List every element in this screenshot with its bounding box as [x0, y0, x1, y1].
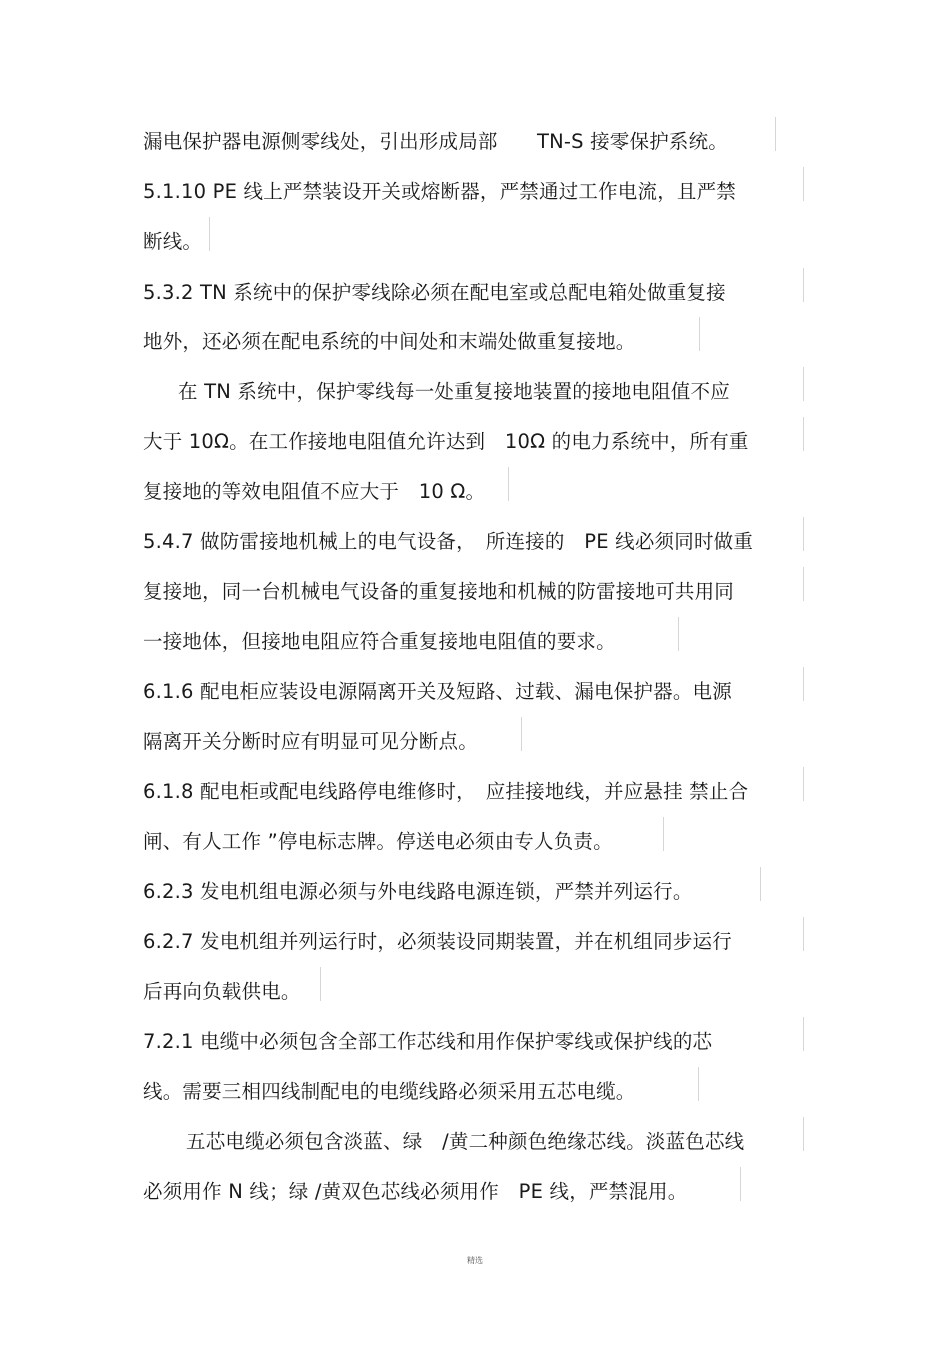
- text-line-22: [143, 1177, 693, 1207]
- column-rule: [760, 867, 761, 901]
- text-line-5: [143, 327, 642, 357]
- column-rule: [803, 667, 804, 701]
- line-text: 一接地体，但接地电阻应符合重复接地电阻值的要求。: [143, 630, 616, 653]
- line-text: 复接地的等效电阻值不应大于 10 Ω。: [143, 480, 486, 503]
- column-rule: [209, 217, 210, 251]
- line-text: 闸、有人工作 ”停电标志牌。停送电必须由专人负责。: [143, 830, 613, 853]
- column-rule: [699, 317, 700, 351]
- column-rule: [803, 167, 804, 201]
- text-line-15: [143, 827, 619, 857]
- text-line-20: [143, 1077, 642, 1107]
- text-line-12: [143, 677, 738, 707]
- text-line-7: [143, 427, 755, 457]
- line-text: 在 TN 系统中，保护零线每一处重复接地装置的接地电阻值不应: [178, 380, 730, 403]
- column-rule: [803, 567, 804, 601]
- line-text: 复接地，同一台机械电气设备的重复接地和机械的防雷接地可共用同: [143, 580, 735, 603]
- column-rule: [521, 717, 522, 751]
- line-text: 5.3.2 TN 系统中的保护零线除必须在配电室或总配电箱处做重复接: [143, 281, 726, 304]
- column-rule: [698, 1067, 699, 1101]
- line-text: 5.4.7 做防雷接地机械上的电气设备， 所连接的 PE 线必须同时做重: [143, 530, 754, 553]
- column-rule: [740, 1167, 741, 1201]
- text-line-2: [143, 177, 742, 207]
- text-line-4: [143, 278, 732, 308]
- column-rule: [803, 767, 804, 801]
- line-text: 7.2.1 电缆中必须包含全部工作芯线和用作保护零线或保护线的芯: [143, 1030, 713, 1053]
- line-text: 后再向负载供电。: [143, 980, 301, 1003]
- text-line-19: [143, 1027, 718, 1057]
- line-text: 必须用作 N 线；绿 /黄双色芯线必须用作 PE 线，严禁混用。: [143, 1180, 688, 1203]
- line-text: 5.1.10 PE 线上严禁装设开关或熔断器，严禁通过工作电流，且严禁: [143, 180, 736, 203]
- column-rule: [320, 967, 321, 1001]
- text-line-17: [143, 927, 738, 957]
- column-rule: [678, 617, 679, 651]
- column-rule: [803, 417, 804, 451]
- line-text: 6.2.7 发电机组并列运行时，必须装设同期装置，并在机组同步运行: [143, 930, 732, 953]
- column-rule: [663, 817, 664, 851]
- line-text: 6.1.6 配电柜应装设电源隔离开关及短路、过载、漏电保护器。电源: [143, 680, 732, 703]
- column-rule: [803, 268, 804, 302]
- column-rule: [803, 517, 804, 551]
- line-text: 地外，还必须在配电系统的中间处和末端处做重复接地。: [143, 330, 636, 353]
- text-line-6: [178, 377, 736, 407]
- page-footer-label: 精选: [467, 1256, 483, 1265]
- line-text: 五芯电缆必须包含淡蓝、绿 /黄二种颜色绝缘芯线。淡蓝色芯线: [186, 1130, 745, 1153]
- text-line-9: [143, 527, 759, 557]
- text-line-21: [186, 1127, 750, 1157]
- column-rule: [803, 1017, 804, 1051]
- text-line-14: [143, 777, 754, 807]
- column-rule: [775, 117, 776, 151]
- line-text: 6.2.3 发电机组电源必须与外电线路电源连锁，严禁并列运行。: [143, 880, 693, 903]
- column-rule: [508, 467, 509, 501]
- line-text: 大于 10Ω。在工作接地电阻值允许达到 10Ω 的电力系统中，所有重: [143, 430, 749, 453]
- column-rule: [803, 367, 804, 401]
- line-text: 漏电保护器电源侧零线处，引出形成局部 TN-S 接零保护系统。: [143, 130, 729, 153]
- line-text: 线。需要三相四线制配电的电缆线路必须采用五芯电缆。: [143, 1080, 636, 1103]
- text-line-8: [143, 477, 491, 507]
- text-line-18: [143, 977, 307, 1007]
- text-line-3: [143, 227, 208, 257]
- text-line-13: [143, 727, 484, 757]
- column-rule: [803, 1117, 804, 1151]
- line-text: 6.1.8 配电柜或配电线路停电维修时， 应挂接地线，并应悬挂 禁止合: [143, 780, 749, 803]
- text-line-16: [143, 877, 699, 907]
- column-rule: [803, 917, 804, 951]
- text-line-11: [143, 627, 622, 657]
- text-line-10: [143, 577, 740, 607]
- line-text: 隔离开关分断时应有明显可见分断点。: [143, 730, 478, 753]
- text-line-1: [143, 127, 734, 157]
- line-text: 断线。: [143, 230, 203, 253]
